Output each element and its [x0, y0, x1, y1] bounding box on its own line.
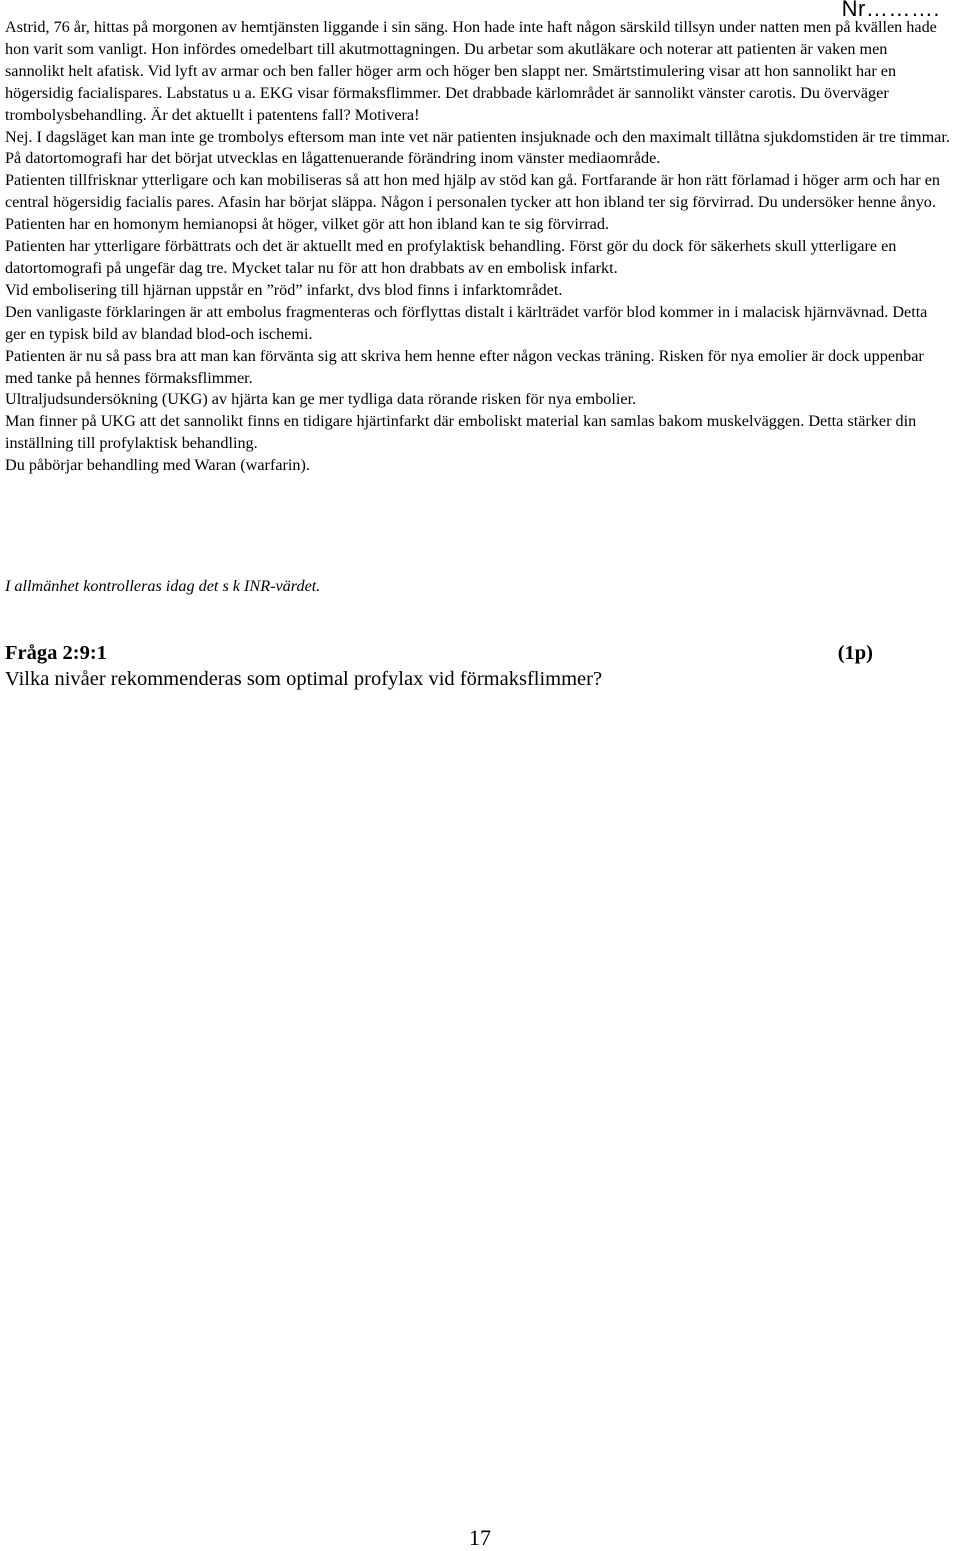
case-paragraph-hemianopsia: Patienten har en homonym hemianopsi åt höger, vilket gör att hon ibland kan te sig förvirrad. — [5, 215, 609, 234]
case-paragraph-intro: Astrid, 76 år, hittas på morgonen av hemtjänsten liggande i sin säng. Hon hade inte haft någon särskild tillsyn under natten men på kvällen hade hon varit som vanligt. Hon infördes omedelbart till akutmottagningen. Du arbetar som akutläkare och noterar att patienten är vaken men sannolikt helt afatisk. Vid lyft av armar och ben faller höger arm och höger ben slappt ner. Smärtstimulering visar att hon sannolikt har en högersidig facialispares. Labstatus u a. EKG visar förmaksflimmer. Det drabbade kärlområdet är sannolikt vänster carotis. Du överväger trombolysbehandling. Är det aktuellt i patentens fall? Motivera! — [5, 18, 937, 124]
case-paragraph-explanation: Den vanligaste förklaringen är att embolus fragmenteras och förflyttas distalt i kärlträdet varför blod kommer in i malacisk hjärnvävnad. Detta ger en typisk bild av blandad blod-och ischemi. — [5, 302, 928, 343]
inr-note: I allmänhet kontrolleras idag det s k INR-värdet. — [5, 577, 321, 595]
question-heading — [5, 641, 873, 665]
question-label: Fråga 2:9:1 — [5, 642, 107, 664]
case-paragraph-ct-finding: På datortomografi har det börjat utvecklas en lågattenuerande förändring inom vänster mediaområde. — [5, 149, 661, 168]
case-paragraph-red-infarct: Vid embolisering till hjärnan uppstår en ”röd” infarkt, dvs blod finns i infarktområdet. — [5, 280, 563, 299]
case-paragraph-ukg-finding: Man finner på UKG att det sannolikt finns en tidigare hjärtinfarkt där emboliskt material kan samlas bakom muskelväggen. Detta stärker din inställning till profylaktisk behandling. — [5, 412, 917, 453]
case-paragraph-warfarin: Du påbörjar behandling med Waran (warfarin). — [5, 456, 310, 475]
case-paragraph-prophylaxis: Patienten har ytterligare förbättrats och det är aktuellt med en profylaktisk behandling. Först gör du dock för säkerhets skull ytterligare en datortomografi på ungefär dag tre. Mycket talar nu för att hon drabbats av en embolisk infarkt. — [5, 237, 897, 277]
case-paragraph-ukg: Ultraljudsundersökning (UKG) av hjärta kan ge mer tydliga data rörande risken för nya embolier. — [5, 390, 637, 409]
question-text: Vilka nivåer rekommenderas som optimal profylax vid förmaksflimmer? — [5, 668, 603, 690]
case-text — [5, 17, 950, 477]
case-paragraph-recovery: Patienten tillfrisknar ytterligare och kan mobiliseras så att hon med hjälp av stöd kan gå. Fortfarande är hon rätt förlamad i höger arm och har en central högersidig facialis pares. Afasin har börjat släppa. Någon i personalen tycker att hon ibland ter sig förvirrad. Du undersöker henne ånyo. — [5, 171, 940, 212]
nr-label: Nr………. — [841, 0, 940, 21]
page-number: 17 — [469, 1525, 491, 1550]
case-paragraph-discharge: Patienten är nu så pass bra att man kan förvänta sig att skriva hem henne efter någon veckas träning. Risken för nya emolier är dock uppenbar med tanke på hennes förmaksflimmer. — [5, 346, 924, 387]
case-paragraph-answer-thrombolysis: Nej. I dagsläget kan man inte ge trombolys eftersom man inte vet när patienten insjuknade och den maximalt tillåtna sjukdomstiden är tre timmar. — [5, 127, 950, 146]
question-points: (1p) — [837, 642, 873, 664]
